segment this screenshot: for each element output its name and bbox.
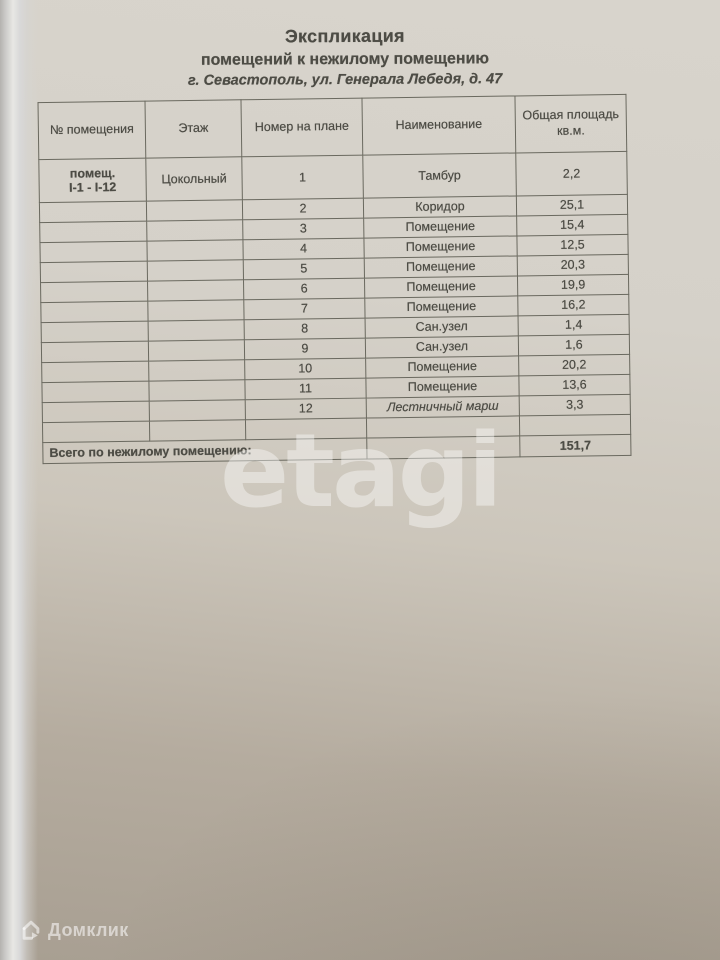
cell-area: 1,6: [518, 334, 629, 356]
total-spacer-cell: [367, 436, 520, 459]
cell-plan-number: 6: [244, 278, 365, 300]
cell-floor: [147, 240, 243, 261]
cell-premise: [39, 201, 146, 222]
cell-plan-number: 1: [242, 155, 364, 200]
cell-premise: [40, 221, 147, 242]
cell-floor: [149, 400, 245, 421]
cell-premise: [39, 158, 147, 202]
cell-area: 13,6: [519, 374, 630, 396]
cell-name: Помещение: [365, 296, 518, 318]
header-area: Общая площадь кв.м.: [515, 94, 627, 153]
cell-premise: [42, 361, 149, 382]
header-plan-number: Номер на плане: [241, 98, 363, 157]
cell-name: Коридор: [363, 196, 516, 218]
cell-plan-number: 11: [245, 378, 366, 400]
cell-name: Тамбур: [363, 153, 517, 198]
cell-plan-number: 3: [243, 218, 364, 240]
cell-plan-number: 4: [243, 238, 364, 260]
cell-floor: [148, 280, 244, 301]
doc-title: Экспликация: [284, 25, 405, 47]
total-label: Всего по нежилому помещению:: [43, 438, 367, 464]
cell-floor: [146, 200, 242, 221]
cell-plan-number: [245, 418, 366, 440]
cell-floor: [147, 220, 243, 241]
cell-floor: [148, 320, 244, 341]
cell-area: 19,9: [517, 274, 628, 296]
cell-area: 1,4: [518, 314, 629, 336]
doc-subtitle: помещений к нежилому помещению: [200, 50, 490, 69]
cell-area: 20,3: [517, 254, 628, 276]
cell-name: Помещение: [364, 256, 517, 278]
header-name: Наименование: [362, 96, 516, 155]
cell-plan-number: 5: [243, 258, 364, 280]
header-floor: Этаж: [145, 100, 242, 158]
cell-premise: [42, 401, 149, 422]
cell-name: Помещение: [364, 276, 517, 298]
cell-premise: [41, 341, 148, 362]
cell-premise: [42, 381, 149, 402]
cell-floor: [149, 420, 245, 441]
cell-area: 12,5: [517, 234, 628, 256]
doc-address: г. Севастополь, ул. Генерала Лебедя, д. 47: [187, 71, 503, 89]
cell-plan-number: 8: [244, 318, 365, 340]
cell-area: 3,3: [519, 394, 630, 416]
cell-floor: [147, 260, 243, 281]
cell-premise: [41, 281, 148, 302]
cell-floor: [148, 340, 244, 361]
cell-premise: [41, 301, 148, 322]
document-header: [15, 24, 675, 89]
domclick-house-icon: [20, 918, 42, 942]
cell-premise: [42, 421, 149, 442]
cell-name: Сан.узел: [365, 336, 518, 358]
cell-area: 2,2: [516, 151, 628, 196]
cell-plan-number: 9: [244, 338, 365, 360]
total-area-value: 151,7: [520, 434, 631, 457]
premise-line1: помещ.: [69, 165, 116, 181]
table-header-row: [38, 94, 627, 159]
cell-premise: [40, 261, 147, 282]
cell-name: Помещение: [364, 216, 517, 238]
cell-plan-number: 10: [245, 358, 366, 380]
domclick-watermark: [20, 918, 129, 942]
cell-name: Помещение: [364, 236, 517, 258]
cell-floor: [149, 360, 245, 381]
cell-name: Помещение: [366, 356, 519, 378]
cell-area: 16,2: [518, 294, 629, 316]
cell-plan-number: 2: [242, 198, 363, 220]
header-premise: № помещения: [38, 101, 146, 159]
cell-area: 15,4: [517, 214, 628, 236]
cell-floor: [148, 300, 244, 321]
cell-name: Сан.узел: [365, 316, 518, 338]
cell-floor: Цокольный: [146, 157, 243, 201]
cell-plan-number: 12: [245, 398, 366, 420]
cell-area: 20,2: [519, 354, 630, 376]
cell-name: [366, 416, 519, 438]
cell-premise: [41, 321, 148, 342]
domclick-watermark-label: Домклик: [48, 919, 129, 940]
cell-area: 25,1: [516, 194, 627, 216]
cell-floor: [149, 380, 245, 401]
premise-line2: I-1 - I-12: [68, 180, 117, 195]
cell-premise: [40, 241, 147, 262]
etagi-watermark: etagi: [220, 412, 500, 531]
cell-name: Помещение: [366, 376, 519, 398]
cell-area: [519, 414, 630, 436]
cell-plan-number: 7: [244, 298, 365, 320]
explication-table: [38, 94, 632, 464]
cell-name: Лестничный марш: [366, 396, 519, 418]
